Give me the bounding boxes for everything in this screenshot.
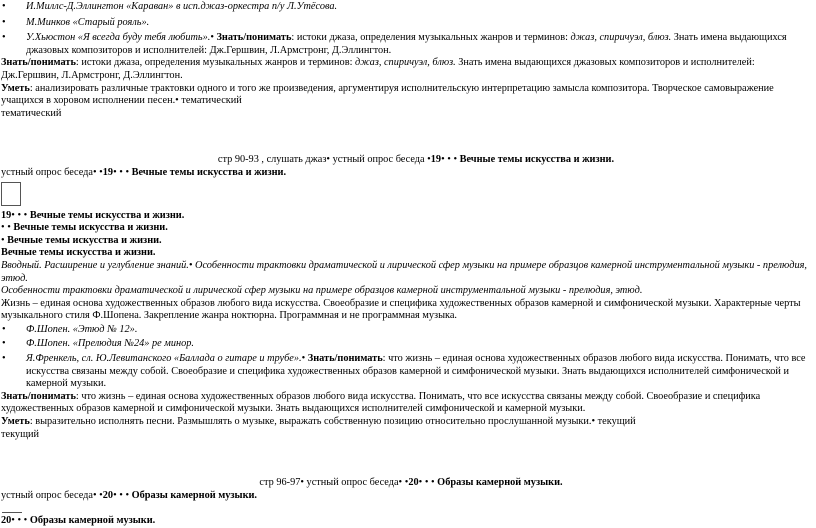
bullet: •: [17, 209, 22, 221]
bullet: •: [453, 154, 458, 166]
heading-know: Знать/понимать: [307, 353, 383, 365]
bullet: •: [7, 222, 11, 234]
heading-skill: Уметь: [1, 82, 30, 94]
bullet: •: [418, 477, 423, 489]
text: Вводный. Расширение и углубление знаний.: [1, 259, 189, 271]
bullet: •: [2, 32, 6, 44]
paragraph: [0, 298, 812, 323]
piece-line: Ф.Шопен. «Этюд № 12».: [26, 323, 138, 335]
text: устный опрос беседа: [1, 489, 93, 501]
bullet: •: [431, 477, 435, 489]
terms: джаз, спиричуэл, блюз.: [355, 57, 456, 69]
lesson-number: 20: [1, 515, 12, 527]
list-item: [0, 353, 812, 391]
lesson-title: Образы камерной музыки.: [434, 477, 563, 489]
lesson-title: Образы камерной музыки.: [129, 489, 258, 501]
bullet: •: [1, 234, 5, 246]
bullet: •: [23, 515, 28, 527]
text: устный опрос беседа: [303, 477, 399, 489]
bullet: •: [175, 95, 179, 107]
bullet: •: [210, 32, 214, 44]
bullet: •: [113, 166, 117, 178]
paragraph: [0, 108, 812, 121]
lesson-title: Вечные темы искусства и жизни.: [129, 166, 287, 178]
bullet: •: [591, 416, 596, 428]
text: : анализировать различные трактовки одного и того же произведения, аргументируя исполнительскую интерпретацию замысла композитора. Творческое самовыражение учащихся в хоровом исполнении песен.: [1, 82, 774, 107]
bullet: •: [125, 489, 130, 501]
lesson-number: 19: [430, 154, 442, 166]
bullet: •: [301, 353, 306, 365]
paragraph: [0, 515, 812, 528]
page-ref-line: [0, 154, 812, 167]
text: устный опрос беседа: [1, 166, 93, 178]
bullet: •: [427, 154, 431, 166]
bullet: •: [125, 166, 130, 178]
bullet: •: [1, 222, 5, 234]
bullet: •: [99, 489, 103, 501]
empty-cell-box: [1, 182, 21, 206]
bullet: •: [2, 16, 6, 28]
text: тематический: [178, 95, 242, 107]
heading-know: Знать/понимать: [1, 57, 76, 69]
paragraph: [0, 210, 812, 223]
list-item: [0, 324, 812, 337]
lesson-title: Вечные темы искусства и жизни.: [27, 209, 185, 221]
text: Особенности трактовки драматической и лирической сфер музыки на примере образцов камерной инструментальной музыки - прелюдия, этюд.: [1, 259, 807, 284]
list-item: [0, 1, 812, 14]
paragraph: [0, 222, 812, 235]
bullet: •: [441, 154, 445, 166]
bullet: •: [11, 209, 15, 221]
bullet: •: [2, 338, 6, 350]
bullet: •: [404, 477, 409, 489]
list-item: [0, 17, 812, 30]
paragraph: [0, 391, 812, 416]
lesson-number: 20: [102, 489, 114, 501]
lesson-number: 19: [1, 209, 12, 221]
bullet: •: [23, 209, 28, 221]
bullet: •: [2, 323, 6, 335]
page-ref-line: [0, 477, 812, 490]
song-line: Я.Френкель, сл. Ю.Левитанского «Баллада о гитаре и трубе».: [26, 353, 302, 365]
piece-line: Ф.Шопен. «Прелюдия №24» ре минор.: [26, 338, 194, 350]
lesson-title: Вечные темы искусства и жизни.: [457, 154, 615, 166]
text: Жизнь – единая основа художественных образов любого вида искусства. Своеобразие и специфика художественных образов камерной и симфонической музыки. Характерные черты музыкального стиля Ф.Шопена. Закрепление жанра ноктюрна. Программная и не программная музыка.: [1, 297, 801, 322]
paragraph: [0, 57, 812, 82]
paragraph: [0, 235, 812, 248]
lesson-title: Вечные темы искусства и жизни.: [4, 234, 162, 246]
lesson-title: Вечные темы искусства и жизни.: [1, 247, 156, 259]
text: : что жизнь – единая основа художественных образов любого вида искусства. Понимать, что все искусства связаны между собой. Своеобразие и специфика художественных образов камерной и симфонической музыки. Знать выдающихся исполнителей симфонической и камерной музыки.: [26, 353, 806, 390]
paragraph: [0, 260, 812, 285]
text: : истоки джаза, определения музыкальных жанров и терминов:: [291, 32, 571, 44]
lesson-title: Вечные темы искусства и жизни.: [10, 222, 168, 234]
empty-cell-line: [2, 502, 22, 513]
heading-know: Знать/понимать: [216, 32, 292, 44]
song-line: У.Хьюстон «Я всегда буду тебя любить».: [26, 32, 211, 44]
paragraph: [0, 83, 812, 108]
text: текущий: [1, 428, 40, 440]
bullet: •: [447, 154, 451, 166]
text: тематический: [1, 107, 62, 119]
text: Знать имена выдающихся джазовых композиторов и исполнителей: Дж.Гершвин, Л.Армстронг, Д.Эллингтон.: [1, 57, 755, 81]
paragraph: [0, 490, 812, 503]
bullet: •: [2, 353, 6, 365]
paragraph: [0, 429, 812, 442]
bullet: •: [424, 477, 429, 489]
bullet: •: [113, 489, 117, 501]
text: устный опрос беседа: [330, 154, 425, 166]
terms: джаз, спиричуэл, блюз.: [570, 32, 672, 44]
text: : истоки джаза, определения музыкальных жанров и терминов:: [75, 57, 356, 69]
text: Знать имена выдающихся джазовых композиторов и исполнителей: Дж.Гершвин, Л.Армстронг, Д.Эллингтон.: [26, 32, 787, 56]
bullet: •: [11, 515, 15, 527]
song-line: М.Минков «Старый рояль».: [26, 16, 150, 28]
paragraph: [0, 285, 812, 298]
song-line: И.Миллс-Д.Эллингтон «Караван» в исп.джаз-оркестра п/у Л.Утёсова.: [26, 1, 338, 12]
text: : что жизнь – единая основа художественных образов любого вида искусства. Понимать, что все искусства связаны между собой. Своеобразие и специфика художественных образов камерной и симфонической музыки. Знать выдающихся исполнителей симфонической и камерной музыки.: [1, 390, 761, 415]
paragraph: [0, 167, 812, 180]
text: стр 96-97: [259, 477, 301, 489]
bullet: •: [92, 166, 97, 178]
paragraph: [0, 247, 812, 260]
bullet: •: [188, 259, 193, 271]
paragraph: [0, 416, 812, 429]
list-item: [0, 338, 812, 351]
text: Особенности трактовки драматической и лирической сфер музыки на примере образцов камерной инструментальной музыки - прелюдия, этюд.: [1, 285, 643, 297]
bullet: •: [17, 515, 22, 527]
heading-skill: Уметь: [1, 416, 30, 428]
lesson-number: 20: [408, 477, 419, 489]
bullet: •: [398, 477, 403, 489]
text: : выразительно исполнять песни. Размышлять о музыке, выражать собственную позицию относительно прослушанной музыки.: [29, 416, 592, 428]
bullet: •: [119, 489, 123, 501]
bullet: •: [119, 166, 123, 178]
lesson-number: 19: [102, 166, 114, 178]
heading-know: Знать/понимать: [1, 390, 76, 402]
list-item: [0, 32, 812, 57]
bullet: •: [92, 489, 97, 501]
text: текущий: [595, 416, 636, 428]
lesson-title: Образы камерной музыки.: [27, 515, 156, 527]
bullet: •: [300, 477, 304, 489]
bullet: •: [326, 154, 331, 166]
bullet: •: [2, 1, 6, 12]
text: стр 90-93 , слушать джаз: [217, 154, 327, 166]
bullet: •: [99, 166, 103, 178]
